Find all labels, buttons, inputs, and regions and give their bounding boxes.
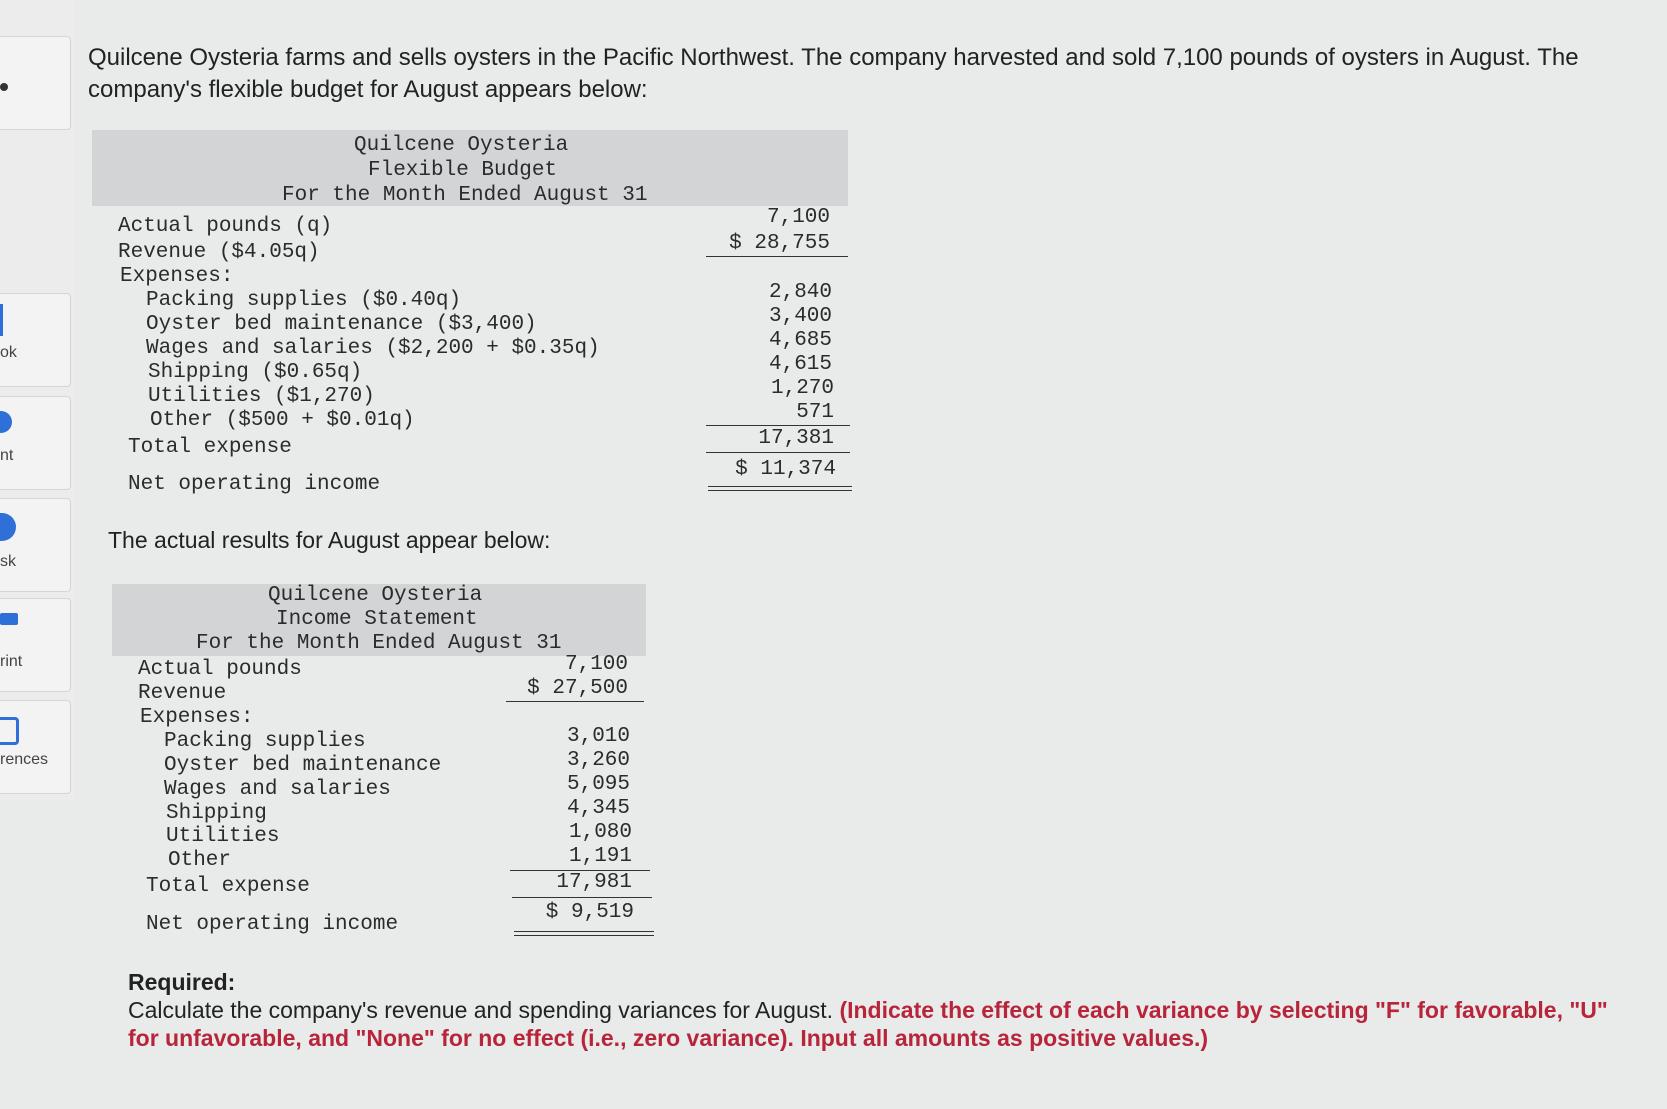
table-row-label: Revenue: [138, 682, 227, 705]
table-row-value: 4,685: [768, 329, 832, 352]
table-row-value: 4,615: [768, 353, 832, 376]
table-row-label: Wages and salaries ($2,200 + $0.35q): [146, 337, 600, 360]
table-row-label: Wages and salaries: [164, 778, 391, 801]
table-row-label: Expenses:: [140, 706, 254, 729]
table-row-value: $ 27,500: [527, 677, 628, 700]
underline: [512, 897, 652, 898]
table-row-label: Shipping ($0.65q): [148, 361, 363, 384]
company-name: Quilcene Oysteria: [354, 134, 569, 157]
required-instructions: [128, 968, 1608, 1052]
sidebar-item-label: sk: [0, 553, 16, 570]
table-row-value: $ 11,374: [735, 458, 836, 481]
table-row-value: 17,981: [556, 871, 632, 894]
table-row-label: Total expense: [128, 436, 292, 459]
table-row-label: Actual pounds: [138, 658, 302, 681]
table-row-value: 7,100: [564, 653, 628, 676]
table-row-value: 3,260: [566, 749, 630, 772]
table-row-label: Packing supplies ($0.40q): [146, 289, 462, 312]
table-row-label: Utilities ($1,270): [148, 385, 375, 408]
required-note: (Indicate the effect of each variance by selecting "F" for favorable, "U" for unfavorable, and "None" for no effect (i.e., zero variance). Input all amounts as positive values.): [128, 997, 1608, 1051]
income-statement-header: [112, 584, 646, 656]
required-body: Calculate the company's revenue and spending variances for August.: [128, 997, 834, 1023]
table-row-label: Net operating income: [146, 913, 399, 936]
underline: [506, 701, 644, 702]
table-row-value: 3,010: [566, 725, 630, 748]
table-row-value: 571: [796, 401, 834, 424]
company-name: Quilcene Oysteria: [268, 584, 483, 607]
table-row-value: 1,191: [568, 845, 632, 868]
table-row-value: 1,270: [770, 377, 834, 400]
sidebar-item-label: rences: [0, 751, 49, 768]
table-row-value: $ 28,755: [729, 232, 830, 255]
underline: [706, 256, 848, 257]
required-title: Required:: [128, 969, 236, 995]
table-row-label: Other: [168, 849, 232, 872]
table-row-value: 7,100: [766, 206, 830, 229]
table-row-label: Net operating income: [128, 473, 381, 496]
sidebar-item-label: ok: [0, 344, 17, 361]
table-row-label: Oyster bed maintenance: [164, 754, 442, 777]
table-row-value: 1,080: [568, 821, 632, 844]
sidebar-item-label: rint: [0, 653, 23, 670]
table-row-label: Expenses:: [120, 265, 234, 288]
table-row-label: Total expense: [146, 875, 310, 898]
underline: [706, 452, 850, 453]
table-row-value: 2,840: [768, 281, 832, 304]
actual-results-intro: The actual results for August appear below:: [108, 527, 551, 553]
statement-period: For the Month Ended August 31: [196, 632, 562, 655]
double-underline: [708, 486, 852, 491]
statement-period: For the Month Ended August 31: [282, 184, 648, 207]
table-row-label: Shipping: [166, 802, 267, 825]
table-row-label: Oyster bed maintenance ($3,400): [146, 313, 537, 336]
table-row-value: 5,095: [566, 773, 630, 796]
flexible-budget-header: [92, 130, 848, 206]
table-row-label: Packing supplies: [164, 730, 366, 753]
table-row-label: Revenue ($4.05q): [118, 241, 320, 264]
table-row-label: Other ($500 + $0.01q): [150, 409, 415, 432]
double-underline: [514, 931, 654, 936]
statement-title: Income Statement: [276, 608, 478, 631]
table-row-value: 3,400: [768, 305, 832, 328]
table-row-value: 17,381: [758, 427, 834, 450]
statement-title: Flexible Budget: [368, 159, 558, 182]
table-row-label: Actual pounds (q): [118, 215, 333, 238]
sidebar-item-label: nt: [0, 447, 14, 464]
table-row-value: $ 9,519: [545, 901, 634, 924]
underline: [706, 425, 850, 426]
question-intro: Quilcene Oysteria farms and sells oysters in the Pacific Northwest. The company harvested and sold 7,100 pounds of oysters in August. The company's flexible budget for August appears below:: [88, 44, 1579, 103]
table-row-value: 4,345: [566, 797, 630, 820]
table-row-label: Utilities: [166, 825, 280, 848]
